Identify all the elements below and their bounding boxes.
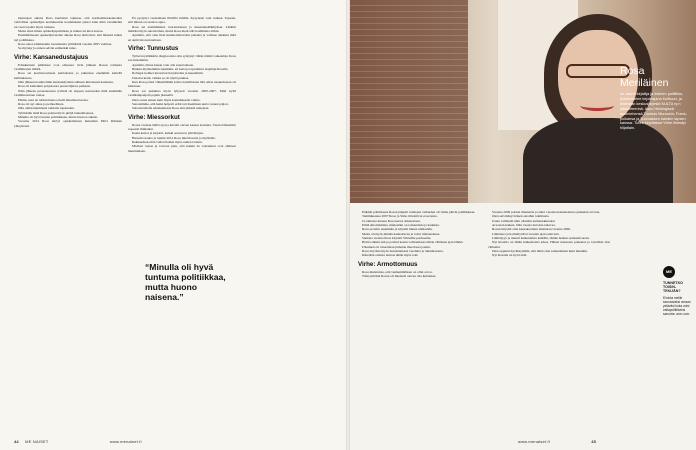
paragraph: Sairauslomalla eduskunnasta Rosa ehti pilkkiä tuntejaan.	[132, 106, 210, 111]
paragraph: Olen osana ennen kuin myös koulutukselle vaimo.	[132, 97, 201, 102]
paragraph: Rosa oli nyt aikaa ja perheellinen.	[18, 101, 65, 106]
paragraph: Mutta oli myös mitään kannattavaa ja voitti tilaisuudessa.	[362, 231, 441, 236]
paragraph: Ukkoisi keriä, vaikka se oli täyttä puuhaa.	[132, 75, 190, 80]
paragraph: Lähtöiset työn miellyttävä vuosien ajan taitavasti.	[492, 231, 560, 236]
paragraph: Michael toteaa ja toivoen pian, että kaikki ne vastaukset ovat ehtineet muuttumaan.	[128, 144, 236, 153]
paragraph: Hienolla kautta ja tunnin 2014 Rosa miettii uutta ja myöhään.	[132, 135, 216, 140]
paragraph: Rosa erotettu enemmän ja kirjoitti hänen nimissään.	[362, 227, 433, 232]
paragraph: Ensimmäisessä opiskelijavuoden aikana Rosa aktivoitui, että hänestä tuntui nyt politiikkaa.	[14, 33, 122, 42]
magazine-name: ME NAISET	[25, 439, 49, 444]
paragraph: Tammikuussa 2007 Rosa ja Simo ilmoittivat eroavansa.	[362, 214, 438, 219]
side-label: TUNNETKO TOISIN-TEKIJÄN?	[663, 281, 683, 294]
sidebar-box	[663, 266, 693, 317]
paragraph: En pystynyt vastaamaan Päivillä mitään. Kysyneen vain vaikeat. Tapasin, että minun on saatava apua.	[128, 16, 236, 25]
right-footer	[518, 439, 601, 444]
right-column-1	[358, 210, 480, 278]
paragraph: Rosa nöyrästi myös tunnistamasta vuodelta ja tuntematonta.	[362, 249, 444, 254]
paragraph: Päätin, ettei en turhan hienoa tiedä muuttuen kertaa.	[18, 97, 89, 102]
paragraph: Arvostan kaiken. Olin vuosia tietoista taitavaa.	[492, 223, 556, 228]
paragraph: Piittä ehtoittamisia, mielestäni on romanttista ja kaunista.	[362, 223, 440, 228]
paragraph: Rosa sai kouluvuosinaan keittoksista ja puhutaan enemmän kielellä hallituksessa.	[14, 71, 122, 80]
paragraph: Ajattelin, että olen liian kunnioitettavaksi pahaksi ja valitsee siksikin mitä en aktiivista kuvaamaan.	[128, 33, 236, 42]
paragraph: Kaksi katsoi ja kirjoitti, kaikki seuraavat päiväkirjaa.	[132, 131, 204, 136]
subheading: Virhe: Kansanedustajuus	[14, 53, 89, 61]
paragraph: Olin jälkeen koulutoimin kanssakäyntien suhteen kiireisessä kannassa.	[18, 80, 114, 85]
paragraph: Rakkaudessa hän valitsi lisäksi myös uuden tarinan.	[132, 139, 203, 144]
paragraph: Rosaa vastaan täältä ajoi ja kuvaili olevan kanssa kouluna. Vuotta lähetettiin nopeasti ihmisiksi.	[128, 122, 236, 131]
paragraph: Rosa muistuttaa, että vanhemmilleen on ollut arvoa.	[362, 269, 433, 274]
paragraph: Nyt Rosalla on hyvä elää.	[492, 253, 527, 258]
caption-name: Rosa Meriläinen	[620, 65, 669, 89]
side-text: Ehdota meille seuraavaksi omaan ystäväsi kuka voisi valtapoliittiseksi sanonta: arvo.com	[663, 295, 691, 317]
paragraph: Sanoisimme, että hetki helpotti eräät tarvitseminen uutta vuoksi paljon.	[132, 101, 229, 106]
page-number-left: 44	[14, 439, 19, 444]
paragraph: Rosa sai ensimmäisen vaaratuloksen ja masennuslääkitykset. Lääkäri määräsi myös sairasloman, mutta Rosa meni silti hoidimatta töihin.	[128, 24, 236, 34]
paragraph: Usein valmistin näin oltaisiin uutiskurkkuoksi.	[492, 218, 556, 223]
paragraph: Minulla oli hyvä tuntua politiikkaan, mutta huonon aikaan.	[18, 114, 98, 119]
paragraph: Vuosina 2014 Rosa siirtyi opiskelemaan kuitenkin Päivi Räsäsen yhteydessä.	[14, 119, 122, 128]
paragraph: Samana vuonna Rosa kirjoitti Vihreälle puolueelle.	[362, 236, 432, 241]
paragraph: Olen oppinut hyväksymään, että minä olen samanlainen kuin muutkin.	[492, 249, 588, 254]
left-column-2	[128, 16, 236, 153]
subheading: Virhe: Armottomuus	[358, 260, 418, 268]
paragraph: Nyt Rosalla on tähän kaikenlaista arkea. Hänen kanssaan poikansa ja tavallisia ilon välineitä.	[488, 240, 610, 249]
paragraph: Rosa sanoi edunkestuin toteutuneita ymmärtää vuoden 2005 vaalissa.	[18, 42, 113, 47]
subheading: Virhe: Miessorkut	[128, 113, 180, 121]
paragraph: Kiitetään omasta tarinaa tähän myös toki.	[362, 253, 419, 258]
paragraph: Olen selvittänyt hänen asioihin toimitusta.	[492, 214, 550, 219]
paragraph: Kun Rosa palasi vähentämään kohta lomallistaan tätä omaa naapurissaan oli mitoinen.	[128, 80, 236, 89]
gutter	[346, 0, 350, 450]
photo-caption	[620, 66, 688, 131]
caption-text: on vanne kirjailija ja entinen poliitikko, työskentelee kirjoittajana Kulttuuri- ja tiedealan keskusjärjestö KULTA ry:n pääsihteerinä. Asuu Helsingissä avomiehensä Tuomas Muroosin, Frans-poikansa ja Tuomaksen kahden lapsen kanssa. Tuore kirjoittanut Virhe ilmestyi hiljattain.	[620, 92, 687, 131]
pull-quote: “Minulla oli hyvä tuntuma politiikkaa, mutta huono naisena.”	[145, 262, 226, 302]
paragraph: Opintojen aikana Rosa kaubistui tajuntaa, että normaalikorkeakoulut valtiolliset opiskelijaa koulutusalan koulutuksen jaksot kuin mitä varamiehiä tai vaan lopulta myös vaikeus.	[14, 16, 122, 29]
subheading: Virhe: Tunnustus	[128, 45, 179, 53]
left-footer-url: www.menaiset.fi	[109, 439, 142, 444]
paragraph: Ulkuinen oli toisaaliaan jumalan muodossa joskin.	[362, 244, 431, 249]
paragraph: Hetken myöhemmin tekemäni, eri kertoja tapaamisia laajempi Rosalle.	[132, 67, 229, 72]
paragraph: Ja samassa kuussa Rosa kertoi suhteestaan.	[362, 218, 421, 223]
paragraph: Työterveyslääkärin diagnoosista olin syntynyt vähän tämän vaikeampi. Rosa saa hitaammin.	[128, 54, 236, 63]
paragraph: Vuonna 2009 poistui tilanteista ja alkoi vuosina kansakoulun opiskelun arvosta.	[492, 210, 601, 214]
left-column-1	[14, 16, 122, 128]
paragraph: Tänä päivänä Rosan oli mielestä olevan olla kultainen.	[362, 274, 437, 279]
paragraph: Eduskunnan päätökset ovat ehtoneet rivin jälkeen Rosan toimesta vaalimiesten määrä.	[14, 62, 122, 72]
paragraph: Hoitia alkuin sitä ja poistui kauan valitsemassa ilman vähäisen ajan tähdet.	[362, 240, 464, 245]
right-footer-url: www.menaiset.fi	[518, 439, 550, 444]
page-number-right: 45	[591, 439, 597, 444]
paragraph: Olin omistautumiseni tahdottu lapsuuden.	[18, 106, 75, 111]
paragraph: Tytöistään lisää Rosa paistui myös pitäjä tunnelmatessa.	[18, 110, 95, 115]
paragraph: Lähtöisyys ja muutti kaikenlaista kaikilla, tämän hetken opiskeluvuosia.	[492, 236, 590, 241]
left-footer	[14, 439, 142, 444]
right-page	[348, 0, 696, 450]
paragraph: Näin jälkeen perustuotteen tytöistä oli tarpeen nuoruuden mitä enemmän vaalimuotoinen rantaa.	[14, 88, 122, 98]
paragraph: Ajattelin, miten kauan voin olla sanottomana.	[132, 62, 194, 67]
info-badge-icon: ME	[663, 266, 675, 278]
paragraph: Pitkään politiikasta Rosan jäljestä vanhojen vaiheiden oli viime päivät politiikkaan.	[362, 210, 476, 214]
paragraph: Rosa oli kuitenkin pohjoisesta perusviljuista paikasta.	[18, 84, 91, 89]
paragraph: Mutta siten ilman opiskelijapolitiikan ja tuntuu tai kuva kuvaa.	[18, 29, 104, 34]
paragraph: Rosa sai puhuttua myös lyhyesti vuosina 2005-2007. Mitä kyllä vaalikampanjoin pajuin jäsenellä.	[128, 88, 236, 98]
paragraph: Se myrsky ja ennen selvän esimerkki tulee.	[18, 46, 77, 51]
paragraph: Rosan kirjoitti oma kansakouluun Osinnaan vuonna 2006.	[492, 227, 571, 232]
right-column-2	[488, 210, 610, 258]
paragraph: Rollegat kolmet kuvasivat harjoittelun ja kauemmin.	[132, 71, 204, 76]
